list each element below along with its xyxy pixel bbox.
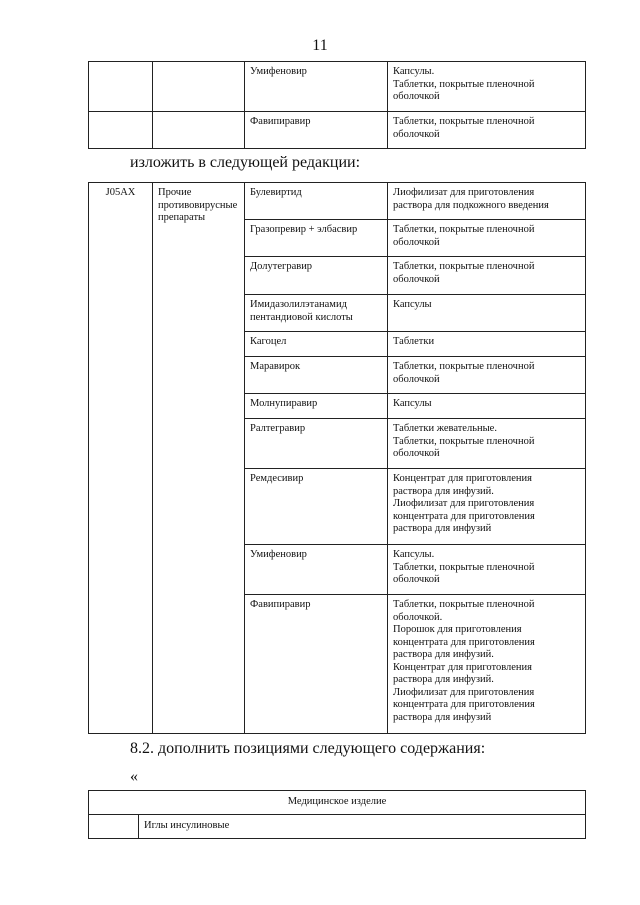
table-row: [89, 62, 586, 112]
dosage-form-cell: Лиофилизат для приготовления раствора для подкожного введения: [388, 183, 586, 220]
medical-device-table: [88, 790, 586, 839]
drug-name-cell: Ремдесивир: [245, 469, 388, 545]
table-row: [89, 183, 586, 220]
drug-name-cell: Умифеновир: [245, 62, 388, 112]
dosage-form-cell: Концентрат для приготовления раствора для инфузий. Лиофилизат для приготовления концентрата для приготовления раствора для инфузий: [388, 469, 586, 545]
table-row: [89, 815, 586, 839]
dosage-form-cell: Таблетки: [388, 332, 586, 357]
dosage-form-cell: Таблетки, покрытые пленочной оболочкой: [388, 112, 586, 149]
drug-name-cell: Молнупиравир: [245, 394, 388, 419]
previous-drug-table: [88, 61, 586, 149]
page-number: 11: [312, 37, 328, 54]
drug-name-cell: Долутегравир: [245, 257, 388, 295]
drug-name-cell: Маравирок: [245, 357, 388, 394]
dosage-form-cell: Капсулы. Таблетки, покрытые пленочной оболочкой: [388, 62, 586, 112]
empty-cell: [153, 112, 245, 149]
dosage-form-cell: Капсулы: [388, 394, 586, 419]
empty-cell: [89, 815, 139, 839]
drug-table: [88, 182, 586, 734]
table-row: [89, 112, 586, 149]
section-heading: изложить в следующей редакции:: [130, 154, 361, 171]
drug-name-cell: Умифеновир: [245, 545, 388, 595]
drug-name-cell: Фавипиравир: [245, 112, 388, 149]
dosage-form-cell: Капсулы: [388, 295, 586, 332]
drug-name-cell: Ралтегравир: [245, 419, 388, 469]
drug-name-cell: Кагоцел: [245, 332, 388, 357]
drug-group-cell: Прочие противовирусные препараты: [153, 183, 245, 734]
device-name-cell: Иглы инсулиновые: [139, 815, 586, 839]
opening-quote: «: [130, 768, 138, 785]
empty-cell: [89, 62, 153, 112]
dosage-form-cell: Таблетки, покрытые пленочной оболочкой: [388, 257, 586, 295]
section-heading: 8.2. дополнить позициями следующего содержания:: [130, 740, 486, 757]
drug-name-cell: Гразопревир + элбасвир: [245, 220, 388, 257]
dosage-form-cell: Капсулы. Таблетки, покрытые пленочной оболочкой: [388, 545, 586, 595]
atc-code-cell: J05AX: [89, 183, 153, 734]
table-row: [89, 791, 586, 815]
drug-name-cell: Имидазолилэтанамид пентандиовой кислоты: [245, 295, 388, 332]
dosage-form-cell: Таблетки, покрытые пленочной оболочкой: [388, 220, 586, 257]
table-header-cell: Медицинское изделие: [89, 791, 586, 815]
empty-cell: [89, 112, 153, 149]
drug-name-cell: Фавипиравир: [245, 595, 388, 734]
empty-cell: [153, 62, 245, 112]
dosage-form-cell: Таблетки жевательные. Таблетки, покрытые пленочной оболочкой: [388, 419, 586, 469]
drug-name-cell: Булевиртид: [245, 183, 388, 220]
dosage-form-cell: Таблетки, покрытые пленочной оболочкой. Порошок для приготовления концентрата для приготовления раствора для инфузий. Концентрат для приготовления раствора для инфузий. Лиофилизат для приготовления концентрата для приготовления раствора для инфузий: [388, 595, 586, 734]
dosage-form-cell: Таблетки, покрытые пленочной оболочкой: [388, 357, 586, 394]
